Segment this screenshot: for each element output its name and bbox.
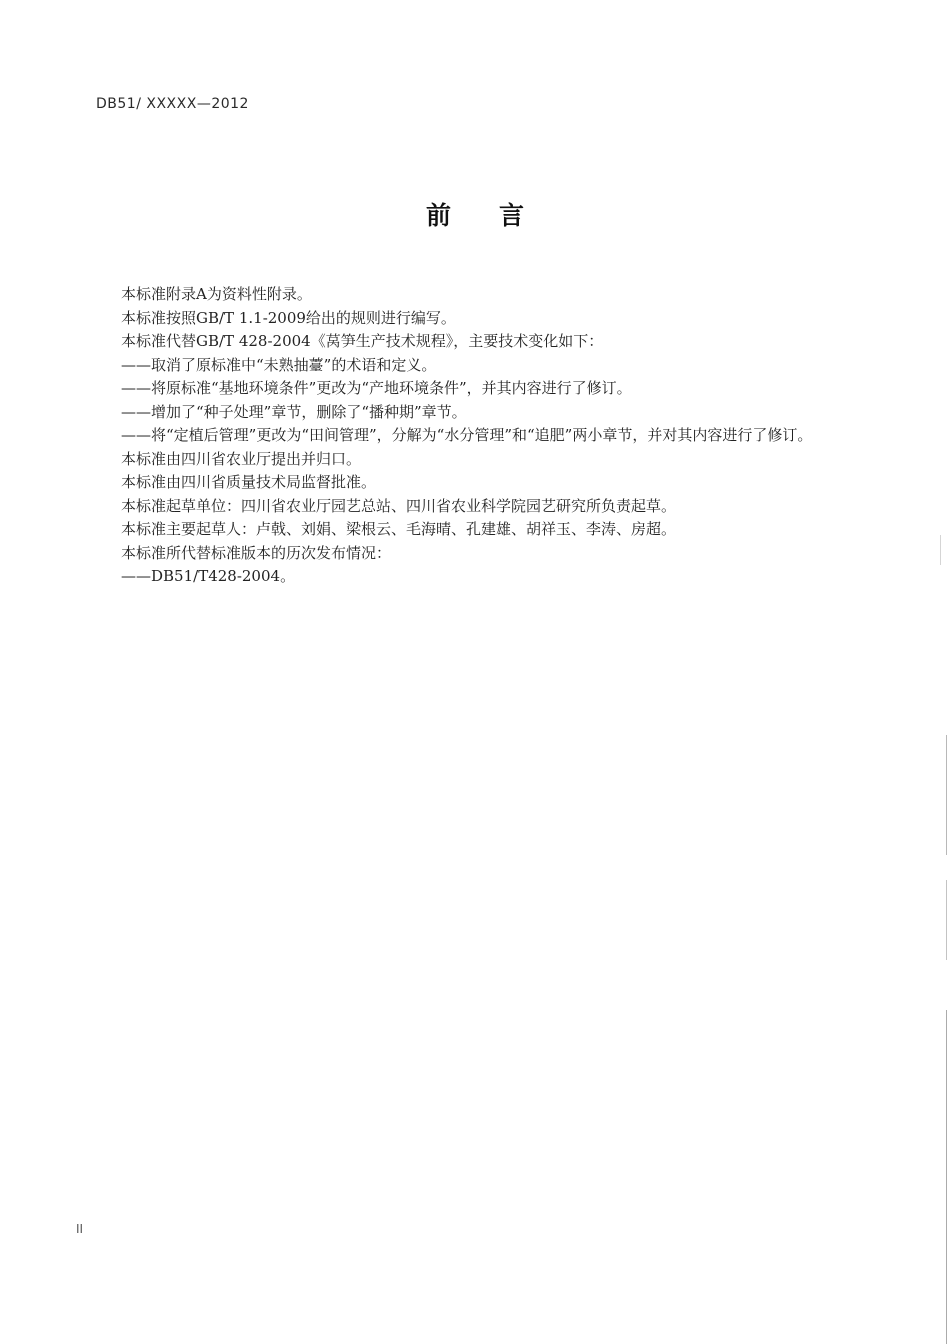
paragraph: 本标准附录A为资料性附录。 xyxy=(121,285,312,303)
paragraph: 本标准按照GB/T 1.1-2009给出的规则进行编写。 xyxy=(121,308,456,327)
paragraph: 本标准起草单位：四川省农业厅园艺总站、四川省农业科学院园艺研究所负责起草。 xyxy=(121,496,677,515)
paragraph: 本标准代替GB/T 428-2004《莴笋生产技术规程》，主要技术变化如下： xyxy=(121,332,604,350)
paragraph: ——DB51/T428-2004。 xyxy=(121,567,296,585)
paragraph: ——增加了“种子处理”章节，删除了“播种期”章节。 xyxy=(121,402,467,421)
paragraph: ——将原标准“基地环境条件”更改为“产地环境条件”，并其内容进行了修订。 xyxy=(121,379,632,397)
paragraph: 本标准所代替标准版本的历次发布情况： xyxy=(121,543,392,562)
scan-artifact xyxy=(940,535,941,565)
paragraph: 本标准主要起草人：卢戟、刘娟、梁根云、毛海晴、孔建雄、胡祥玉、李涛、房超。 xyxy=(121,520,677,538)
scan-artifact xyxy=(946,880,947,960)
page-title: 前言 xyxy=(425,201,572,230)
document-code: DB51/ XXXXX—2012 xyxy=(96,96,249,112)
paragraph: ——取消了原标准中“未熟抽薹”的术语和定义。 xyxy=(121,355,437,374)
scan-artifact xyxy=(946,735,947,855)
paragraph: 本标准由四川省农业厅提出并归口。 xyxy=(121,449,362,468)
scan-artifact xyxy=(946,1010,947,1344)
paragraph: ——将“定植后管理”更改为“田间管理”，分解为“水分管理”和“追肥”两小章节，并对其内容进行了修订。 xyxy=(121,426,813,444)
page-number: II xyxy=(76,1222,84,1236)
foreword-body xyxy=(91,283,841,589)
paragraph: 本标准由四川省质量技术局监督批准。 xyxy=(121,473,377,491)
